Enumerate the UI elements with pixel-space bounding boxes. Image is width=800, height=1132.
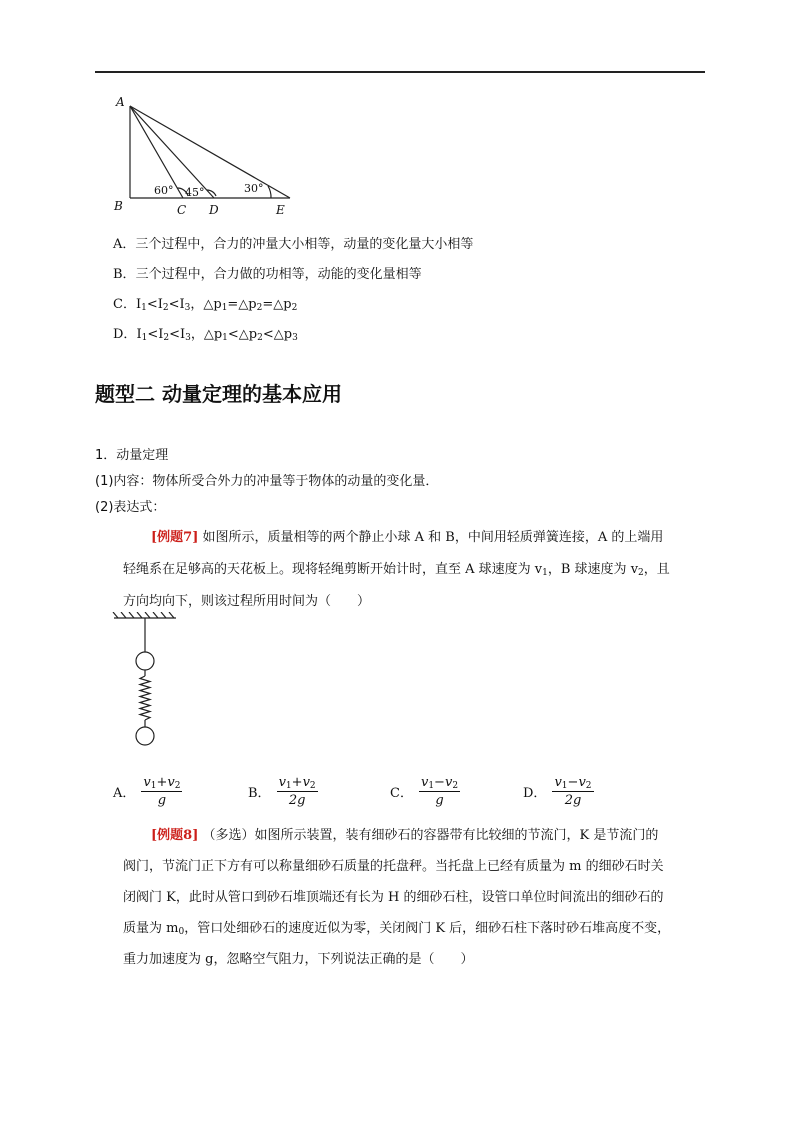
example8-line3: 闭阀门 K，此时从管口到砂石堆顶端还有长为 H 的细砂石柱，设管口单位时间流出的细砂石的 (123, 890, 664, 905)
example8-tag: [例题8] (151, 828, 199, 843)
label-d: D (209, 203, 219, 217)
example7-tag: [例题7] (151, 530, 199, 545)
option-a: A．三个过程中，合力的冲量大小相等，动量的变化量大小相等 (113, 237, 474, 252)
ball-a (136, 652, 154, 670)
example7-line1: [例题7] 如图所示，质量相等的两个静止小球 A 和 B，中间用轻质弹簧连接，A 的上端用 (151, 530, 664, 545)
angle-60: 60° (154, 184, 174, 197)
option-c: C．$I_1<I_2<I_3$，$\triangle p_1=\triangle p_2=\triangle p_2$ (113, 297, 298, 313)
spring-coil (140, 676, 150, 720)
example7-option-a: A． $\frac{v_1+v_2}{g}$ (113, 775, 181, 808)
option-b: B．三个过程中，合力做的功相等，动能的变化量相等 (113, 267, 422, 282)
angle-45: 45° (185, 186, 205, 199)
example8-line4: 质量为 $m_0$，管口处细砂石的速度近似为零，关闭阀门 K 后，细砂石柱下落时砂石堆高度不变， (123, 921, 671, 937)
example7-option-d: D． $\frac{v_1-v_2}{2g}$ (523, 775, 592, 808)
ceiling-hatch (113, 612, 174, 618)
header-rule (95, 71, 705, 73)
incline-figure (108, 92, 308, 222)
option-d: D．$I_1<I_2<I_3$，$\triangle p_1<\triangle p_2<\triangle p_3$ (113, 327, 298, 343)
spring-figure (110, 612, 190, 752)
label-e: E (276, 203, 285, 217)
angle-30: 30° (244, 182, 264, 195)
example8-line5: 重力加速度为 g，忽略空气阻力，下列说法正确的是（ ） (123, 952, 474, 967)
section-title: 题型二 动量定理的基本应用 (95, 382, 342, 406)
example7-line3: 方向均向下，则该过程所用时间为（ ） (123, 594, 371, 609)
example7-option-b: B． $\frac{v_1+v_2}{2g}$ (248, 775, 316, 808)
label-b: B (114, 199, 123, 213)
example7-line2: 轻绳系在足够高的天花板上。现将轻绳剪断开始计时，直至 A 球速度为 $v_1$，B 球速度为 $v_2$，且 (123, 562, 670, 578)
ball-b (136, 727, 154, 745)
example8-line2: 阀门，节流门正下方有可以称量细砂石质量的托盘秤。当托盘上已经有质量为 m 的细砂石时关 (123, 859, 664, 874)
angle-arc-e (268, 186, 271, 198)
theory-content: (1)内容：物体所受合外力的冲量等于物体的动量的变化量． (95, 474, 439, 489)
example8-line1: [例题8] （多选）如图所示装置，装有细砂石的容器带有比较细的节流门，K 是节流门的 (151, 828, 659, 843)
theory-expression: (2)表达式： (95, 500, 166, 515)
label-a: A (116, 95, 125, 109)
label-c: C (177, 203, 187, 217)
theory-item: 1．动量定理 (95, 448, 169, 463)
example7-option-c: C． $\frac{v_1-v_2}{g}$ (390, 775, 459, 808)
